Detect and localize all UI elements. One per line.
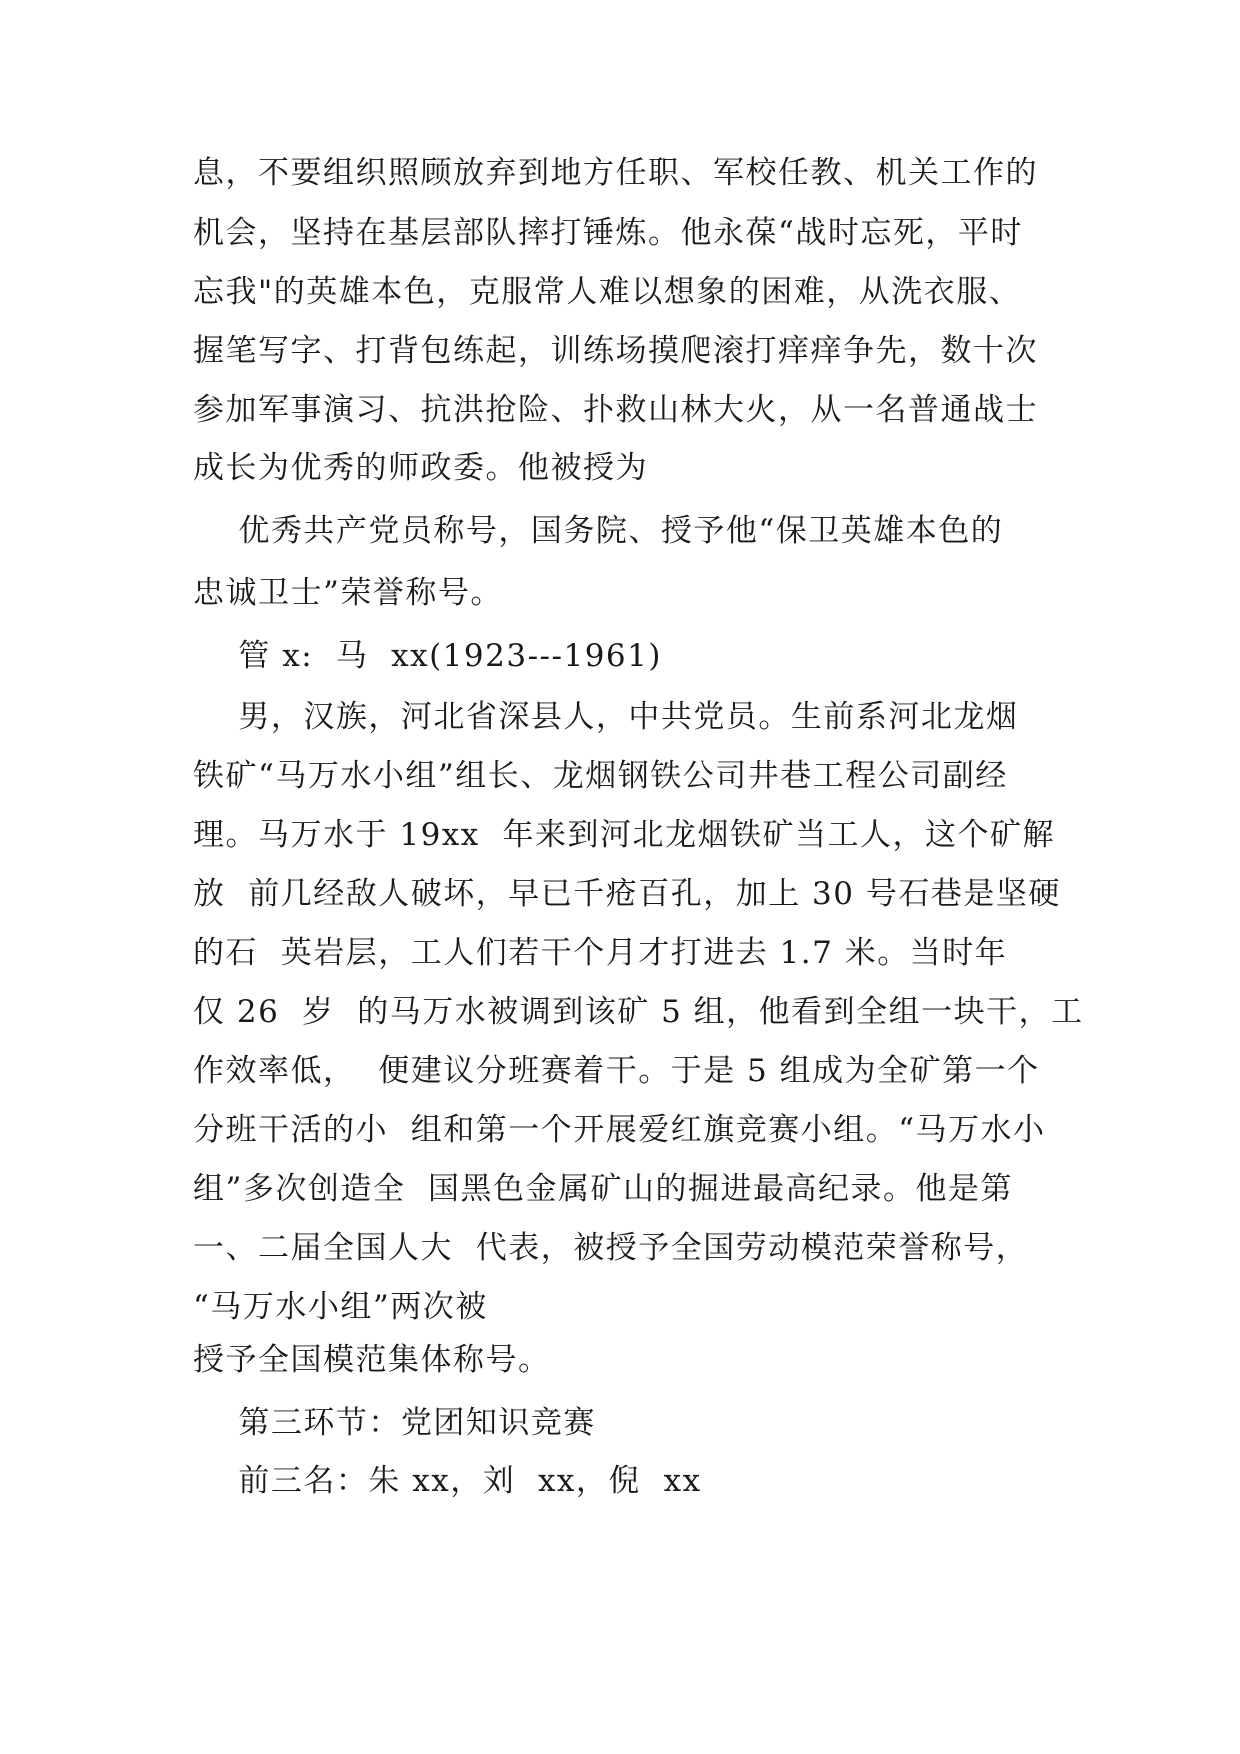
text-line: 一、二届全国人大 代表，被授予全国劳动模范荣誉称号， [193, 1230, 1029, 1266]
text-line: 前三名：朱 xx，刘 xx，倪 xx [193, 1463, 702, 1499]
text-line: 分班干活的小 组和第一个开展爱红旗竞赛小组。“马万水小 [193, 1112, 1046, 1148]
text-line: 理。马万水于 19xx 年来到河北龙烟铁矿当工人，这个矿解 [193, 817, 1055, 853]
text-line: 授予全国模范集体称号。 [193, 1342, 551, 1378]
text-line: 的石 英岩层，工人们若干个月才打进去 1.7 米。当时年 [193, 935, 1008, 971]
text-line: 息，不要组织照顾放弃到地方任职、军校任教、机关工作的 [193, 155, 1038, 191]
text-line: 成长为优秀的师政委。他被授为 [193, 450, 648, 486]
text-line: 优秀共产党员称号，国务院、授予他“保卫英雄本色的 [193, 513, 1004, 549]
text-line: “马万水小组”两次被 [193, 1289, 488, 1325]
section-heading: 第三环节：党团知识竞赛 [193, 1405, 596, 1441]
text-line: 忠诚卫士”荣誉称号。 [193, 575, 503, 611]
text-line: 男，汉族，河北省深县人，中共党员。生前系河北龙烟 [193, 699, 1019, 735]
text-line: 参加军事演习、抗洪抢险、扑救山林大火，从一名普通战士 [193, 392, 1038, 428]
text-line: 组”多次创造全 国黑色金属矿山的掘进最高纪录。他是第 [193, 1171, 1014, 1207]
text-line: 忘我"的英雄本色，克服常人难以想象的困难，从洗衣服、 [193, 274, 1022, 310]
text-line: 机会，坚持在基层部队摔打锤炼。他永葆“战时忘死，平时 [193, 215, 1023, 251]
text-line: 作效率低， 便建议分班赛着干。于是 5 组成为全矿第一个 [193, 1053, 1040, 1089]
text-line: 放 前几经敌人破坏，早已千疮百孔，加上 30 号石巷是坚硬 [193, 876, 1061, 912]
text-line: 握笔写字、打背包练起，训练场摸爬滚打痒痒争先，数十次 [193, 333, 1038, 369]
text-line: 仅 26 岁 的马万水被调到该矿 5 组，他看到全组一块干，工 [193, 994, 1084, 1030]
text-line: 铁矿“马万水小组”组长、龙烟钢铁公司井巷工程公司副经 [193, 758, 1008, 794]
text-line: 管 x: 马 xx(1923---1961) [193, 638, 662, 674]
